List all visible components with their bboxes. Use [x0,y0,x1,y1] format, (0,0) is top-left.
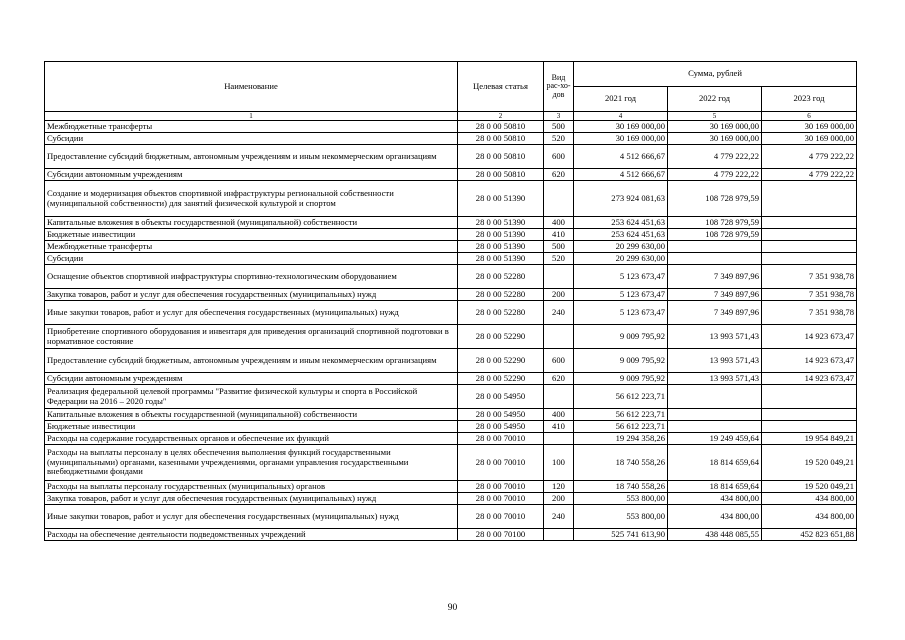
row-target-article: 28 0 00 70010 [458,445,544,481]
row-expense-kind [544,385,574,409]
row-name: Межбюджетные трансферты [45,241,458,253]
row-sum-2022: 7 349 897,96 [668,265,762,289]
row-name: Субсидии [45,253,458,265]
row-sum-2023: 30 169 000,00 [762,121,857,133]
row-sum-2022: 13 993 571,43 [668,325,762,349]
row-sum-2023 [762,409,857,421]
row-sum-2023: 434 800,00 [762,493,857,505]
column-number: 5 [668,112,762,121]
row-sum-2022: 438 448 085,55 [668,529,762,541]
table-row [45,493,857,505]
header-year-2023: 2023 год [762,87,857,112]
row-sum-2023 [762,181,857,217]
row-name: Бюджетные инвестиции [45,229,458,241]
row-name: Создание и модернизация объектов спортивной инфраструктуры региональной собственности (муниципальной собственности) для занятий физической культурой и спортом [45,181,458,217]
row-sum-2021: 553 800,00 [574,505,668,529]
row-sum-2021: 20 299 630,00 [574,241,668,253]
row-sum-2022 [668,253,762,265]
header-expense-kind: Вид рас-хо-дов [544,62,574,112]
row-target-article: 28 0 00 70010 [458,505,544,529]
row-target-article: 28 0 00 70010 [458,481,544,493]
table-row [45,409,857,421]
row-expense-kind [544,265,574,289]
row-sum-2023: 14 923 673,47 [762,349,857,373]
row-sum-2023: 19 520 049,21 [762,445,857,481]
row-sum-2022: 7 349 897,96 [668,301,762,325]
row-sum-2021: 56 612 223,71 [574,421,668,433]
table-row [45,289,857,301]
row-sum-2023 [762,253,857,265]
row-expense-kind: 520 [544,253,574,265]
column-number: 3 [544,112,574,121]
row-sum-2022: 434 800,00 [668,493,762,505]
row-sum-2021: 253 624 451,63 [574,217,668,229]
row-sum-2021: 18 740 558,26 [574,445,668,481]
row-expense-kind: 120 [544,481,574,493]
row-sum-2021: 9 009 795,92 [574,325,668,349]
column-number: 1 [45,112,458,121]
row-sum-2021: 553 800,00 [574,493,668,505]
row-name: Иные закупки товаров, работ и услуг для обеспечения государственных (муниципальных) нужд [45,301,458,325]
row-target-article: 28 0 00 52290 [458,373,544,385]
row-sum-2021: 19 294 358,26 [574,433,668,445]
row-sum-2022 [668,421,762,433]
row-sum-2022 [668,409,762,421]
row-name: Бюджетные инвестиции [45,421,458,433]
row-expense-kind: 240 [544,301,574,325]
row-name: Субсидии автономным учреждениям [45,373,458,385]
row-name: Капитальные вложения в объекты государственной (муниципальной) собственности [45,217,458,229]
row-expense-kind: 620 [544,169,574,181]
row-sum-2021: 18 740 558,26 [574,481,668,493]
row-sum-2021: 9 009 795,92 [574,373,668,385]
row-expense-kind [544,529,574,541]
row-sum-2022 [668,241,762,253]
row-sum-2022 [668,385,762,409]
table-row [45,385,857,409]
row-name: Предоставление субсидий бюджетным, автономным учреждениям и иным некоммерческим организациям [45,349,458,373]
row-expense-kind: 400 [544,409,574,421]
row-name: Субсидии [45,133,458,145]
row-expense-kind: 410 [544,229,574,241]
row-sum-2023: 4 779 222,22 [762,145,857,169]
row-sum-2023: 7 351 938,78 [762,265,857,289]
row-sum-2022: 108 728 979,59 [668,229,762,241]
table-row [45,241,857,253]
column-number-row [45,112,857,121]
row-target-article: 28 0 00 54950 [458,421,544,433]
row-sum-2023: 7 351 938,78 [762,301,857,325]
row-name: Расходы на выплаты персоналу в целях обеспечения выполнения функций государственными (муниципальными) органами, казенными учреждениями, органами управления государственными внебюджетными фондами [45,445,458,481]
table-row [45,481,857,493]
row-expense-kind: 520 [544,133,574,145]
row-target-article: 28 0 00 51390 [458,217,544,229]
row-sum-2023: 7 351 938,78 [762,289,857,301]
page-number: 90 [447,603,458,613]
row-target-article: 28 0 00 50810 [458,133,544,145]
row-name: Оснащение объектов спортивной инфраструктуры спортивно-технологическим оборудованием [45,265,458,289]
row-name: Субсидии автономным учреждениям [45,169,458,181]
table-body [45,121,857,541]
row-sum-2023 [762,385,857,409]
row-name: Расходы на содержание государственных органов и обеспечение их функций [45,433,458,445]
row-sum-2023: 14 923 673,47 [762,325,857,349]
header-name: Наименование [45,62,458,112]
table-row [45,133,857,145]
table-row [45,217,857,229]
table-row [45,253,857,265]
row-target-article: 28 0 00 70010 [458,493,544,505]
column-number: 2 [458,112,544,121]
row-name: Иные закупки товаров, работ и услуг для обеспечения государственных (муниципальных) нужд [45,505,458,529]
row-sum-2021: 253 624 451,63 [574,229,668,241]
row-expense-kind: 500 [544,241,574,253]
row-sum-2022: 13 993 571,43 [668,349,762,373]
row-name: Реализация федеральной целевой программы "Развитие физической культуры и спорта в Российской Федерации на 2016 – 2020 годы" [45,385,458,409]
row-name: Закупка товаров, работ и услуг для обеспечения государственных (муниципальных) нужд [45,289,458,301]
row-expense-kind: 620 [544,373,574,385]
row-sum-2023: 19 520 049,21 [762,481,857,493]
row-expense-kind [544,181,574,217]
row-sum-2021: 273 924 081,63 [574,181,668,217]
row-expense-kind [544,325,574,349]
row-target-article: 28 0 00 51390 [458,253,544,265]
row-expense-kind: 500 [544,121,574,133]
row-sum-2021: 5 123 673,47 [574,289,668,301]
row-sum-2023 [762,229,857,241]
column-number: 6 [762,112,857,121]
row-sum-2023 [762,217,857,229]
row-sum-2023 [762,241,857,253]
row-sum-2022: 7 349 897,96 [668,289,762,301]
row-sum-2021: 5 123 673,47 [574,301,668,325]
table-row [45,505,857,529]
row-sum-2021: 20 299 630,00 [574,253,668,265]
row-sum-2021: 4 512 666,67 [574,145,668,169]
row-name: Межбюджетные трансферты [45,121,458,133]
table-row [45,169,857,181]
table-row [45,181,857,217]
row-sum-2021: 5 123 673,47 [574,265,668,289]
header-sum: Сумма, рублей [574,62,857,87]
row-sum-2021: 4 512 666,67 [574,169,668,181]
row-sum-2023: 14 923 673,47 [762,373,857,385]
row-target-article: 28 0 00 50810 [458,169,544,181]
column-number: 4 [574,112,668,121]
row-expense-kind [544,433,574,445]
row-sum-2021: 30 169 000,00 [574,133,668,145]
row-sum-2023 [762,421,857,433]
row-expense-kind: 240 [544,505,574,529]
row-sum-2023: 4 779 222,22 [762,169,857,181]
row-sum-2022: 18 814 659,64 [668,445,762,481]
row-sum-2023: 19 954 849,21 [762,433,857,445]
row-target-article: 28 0 00 70010 [458,433,544,445]
row-target-article: 28 0 00 50810 [458,145,544,169]
table-row [45,421,857,433]
table-row [45,145,857,169]
table-row [45,229,857,241]
row-sum-2022: 4 779 222,22 [668,169,762,181]
row-name: Предоставление субсидий бюджетным, автономным учреждениям и иным некоммерческим организациям [45,145,458,169]
row-sum-2021: 525 741 613,90 [574,529,668,541]
row-sum-2021: 56 612 223,71 [574,409,668,421]
row-target-article: 28 0 00 52290 [458,349,544,373]
table-row [45,445,857,481]
table-header [45,62,857,121]
table-row [45,529,857,541]
header-year-2021: 2021 год [574,87,668,112]
row-expense-kind: 200 [544,493,574,505]
row-expense-kind: 410 [544,421,574,433]
table-row [45,301,857,325]
row-name: Расходы на обеспечение деятельности подведомственных учреждений [45,529,458,541]
row-expense-kind: 200 [544,289,574,301]
row-sum-2022: 108 728 979,59 [668,217,762,229]
row-expense-kind: 600 [544,349,574,373]
row-name: Закупка товаров, работ и услуг для обеспечения государственных (муниципальных) нужд [45,493,458,505]
row-expense-kind: 100 [544,445,574,481]
row-target-article: 28 0 00 54950 [458,385,544,409]
table-row [45,349,857,373]
row-target-article: 28 0 00 52290 [458,325,544,349]
row-sum-2021: 56 612 223,71 [574,385,668,409]
table-row [45,121,857,133]
row-sum-2022: 30 169 000,00 [668,133,762,145]
row-target-article: 28 0 00 54950 [458,409,544,421]
row-target-article: 28 0 00 52280 [458,301,544,325]
row-sum-2022: 30 169 000,00 [668,121,762,133]
table-row [45,265,857,289]
row-name: Капитальные вложения в объекты государственной (муниципальной) собственности [45,409,458,421]
header-target-article: Целевая статья [458,62,544,112]
row-sum-2022: 18 814 659,64 [668,481,762,493]
row-sum-2023: 434 800,00 [762,505,857,529]
row-name: Расходы на выплаты персоналу государственных (муниципальных) органов [45,481,458,493]
row-name: Приобретение спортивного оборудования и инвентаря для приведения организаций спортивной подготовки в нормативное состояние [45,325,458,349]
row-expense-kind: 600 [544,145,574,169]
header-year-2022: 2022 год [668,87,762,112]
row-target-article: 28 0 00 50810 [458,121,544,133]
row-target-article: 28 0 00 51390 [458,241,544,253]
row-target-article: 28 0 00 51390 [458,181,544,217]
row-target-article: 28 0 00 52280 [458,265,544,289]
row-sum-2023: 30 169 000,00 [762,133,857,145]
row-sum-2021: 30 169 000,00 [574,121,668,133]
row-sum-2022: 108 728 979,59 [668,181,762,217]
budget-table [44,61,857,541]
table-row [45,373,857,385]
row-expense-kind: 400 [544,217,574,229]
row-sum-2022: 13 993 571,43 [668,373,762,385]
row-sum-2021: 9 009 795,92 [574,349,668,373]
row-sum-2022: 4 779 222,22 [668,145,762,169]
table-row [45,325,857,349]
row-sum-2022: 19 249 459,64 [668,433,762,445]
row-sum-2022: 434 800,00 [668,505,762,529]
row-target-article: 28 0 00 51390 [458,229,544,241]
row-sum-2023: 452 823 651,88 [762,529,857,541]
row-target-article: 28 0 00 70100 [458,529,544,541]
table-row [45,433,857,445]
row-target-article: 28 0 00 52280 [458,289,544,301]
